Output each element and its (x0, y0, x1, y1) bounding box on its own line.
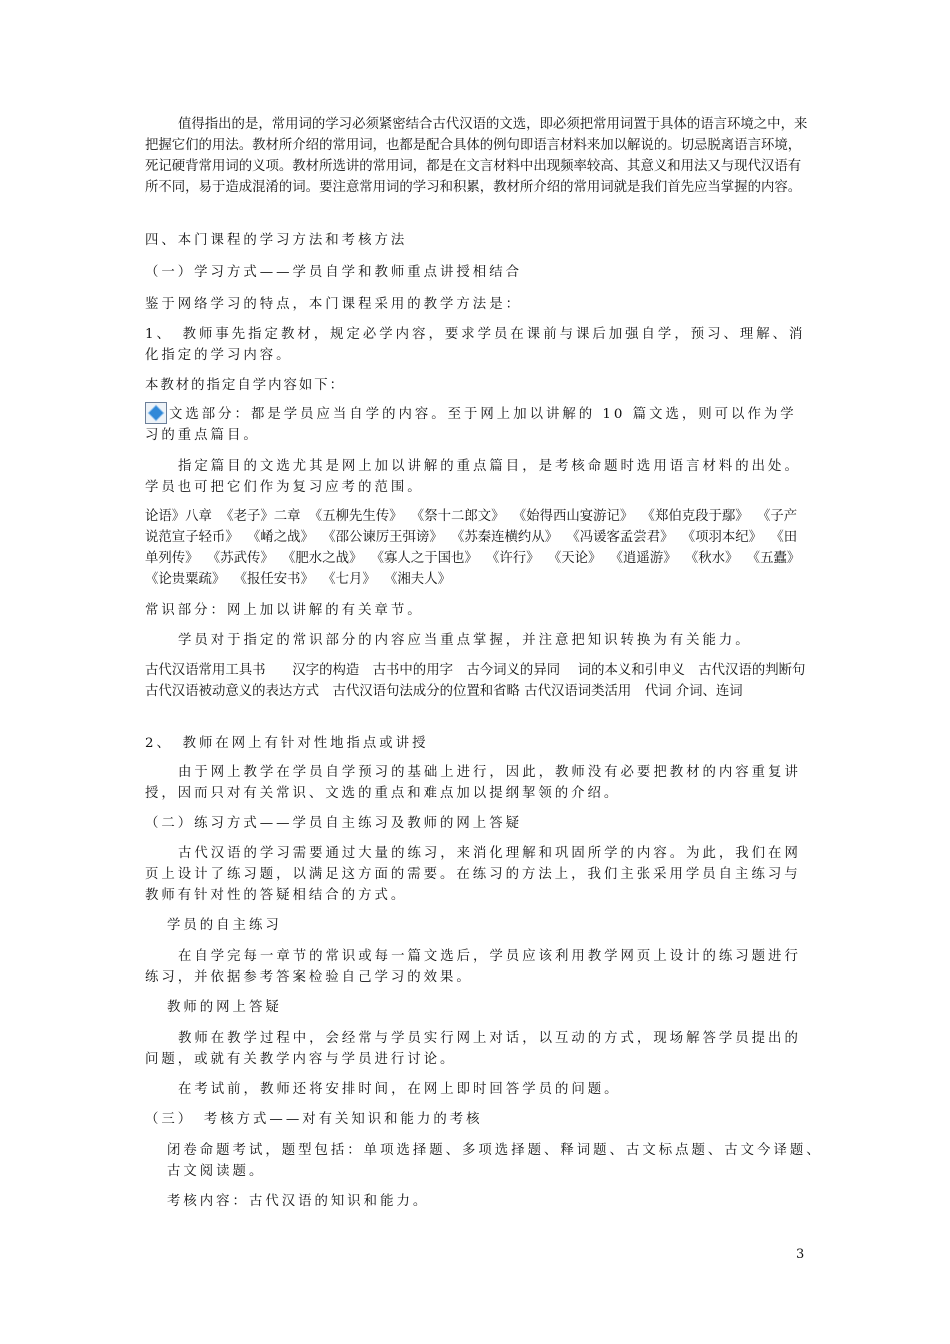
subsection-heading-1: （一）学习方式——学员自学和教师重点讲授相结合 (145, 265, 522, 280)
paragraph-item-2: 2、 教师在网上有针对性地指点或讲授 (145, 736, 429, 751)
paragraph-exercises: 古代汉语的学习需要通过大量的练习，来消化理解和巩固所学的内容。为此，我们在网页上设计了练习题，以满足这方面的需要。在练习的方法上，我们主张采用学员自主练习与教师有针对性的答疑相结合的方式。 (145, 846, 801, 903)
list-text-titles: 论语》八章 《老子》二章 《五柳先生传》 《祭十二郎文》 《始得西山宴游记》 《郑伯克段于鄢》 《子产说范宣子轻币》 《崤之战》 《邵公谏厉王弭谤》 《苏秦连横约从》 《冯谖客孟尝君》 《项羽本纪》 《田单列传》 《苏武传》 《肥水之战》 《寡人之于国也》 《许行》 《天论》 《逍遥游》 《秋水》 《五蠹》 《论贵粟疏》 《报任安书》 《七月》 《湘夫人》 (145, 509, 801, 587)
paragraph-self-practice: 在自学完每一章节的常识或每一篇文选后，学员应该利用教学网页上设计的练习题进行练习，并依据参考答案检验自己学习的效果。 (145, 949, 801, 985)
paragraph-exam-content: 考核内容：古代汉语的知识和能力。 (167, 1194, 430, 1209)
subsection-heading-3: （三） 考核方式——对有关知识和能力的考核 (145, 1112, 483, 1127)
paragraph-online-teaching: 由于网上教学在学员自学预习的基础上进行，因此，教师没有必要把教材的内容重复讲授，因而只对有关常识、文选的重点和难点加以提纲挈领的介绍。 (145, 765, 801, 801)
paragraph-online-qa: 教师在教学过程中，会经常与学员实行网上对话，以互动的方式，现场解答学员提出的问题，或就有关教学内容与学员进行讨论。 (145, 1031, 801, 1067)
subsection-heading-2: （二）练习方式——学员自主练习及教师的网上答疑 (145, 816, 522, 831)
paragraph-designated-titles: 指定篇目的文选尤其是网上加以讲解的重点篇目，是考核命题时选用语言材料的出处。学员也可把它们作为复习应考的范围。 (145, 459, 801, 495)
paragraph-teaching-method: 鉴于网络学习的特点，本门课程采用的教学方法是： (145, 297, 522, 312)
diamond-bullet-icon (145, 402, 167, 424)
section-heading-4: 四、本门课程的学习方法和考核方法 (145, 233, 408, 248)
paragraph-common-words: 值得指出的是，常用词的学习必须紧密结合古代汉语的文选，即必须把常用词置于具体的语言环境之中，来把握它们的用法。教材所介绍的常用词，也都是配合具体的例句即语言材料来加以解说的。切忌脱离语言环境，死记硬背常用词的义项。教材所选讲的常用词，都是在文言材料中出现频率较高、其意义和用法又与现代汉语有所不同，易于造成混淆的词。要注意常用词的学习和积累，教材所介绍的常用词就是我们首先应当掌握的内容。 (145, 117, 808, 195)
paragraph-common-knowledge: 常识部分：网上加以讲解的有关章节。 (145, 603, 424, 618)
paragraph-self-practice-heading: 学员的自主练习 (167, 918, 282, 933)
paragraph-common-knowledge-focus: 学员对于指定的常识部分的内容应当重点掌握，并注意把知识转换为有关能力。 (178, 633, 752, 648)
paragraph-selected-texts (145, 402, 809, 446)
paragraph-designated-content: 本教材的指定自学内容如下： (145, 378, 346, 393)
paragraph-online-qa-heading: 教师的网上答疑 (167, 1000, 282, 1015)
list-common-knowledge-topics: 古代汉语常用工具书 汉字的构造 古书中的用字 古今词义的异同 词的本义和引申义 古代汉语的判断句 古代汉语被动意义的表达方式 古代汉语句法成分的位置和省略 古代汉语词类活用 代词 介词、连词 (145, 663, 819, 699)
paragraph-before-exam: 在考试前，教师还将安排时间，在网上即时回答学员的问题。 (178, 1082, 621, 1097)
selected-texts-text: 文选部分：都是学员应当自学的内容。至于网上加以讲解的 10 篇文选，则可以作为学习的重点篇目。 (145, 407, 797, 443)
paragraph-exam-format: 闭卷命题考试，题型包括：单项选择题、多项选择题、释词题、古文标点题、古文今译题、古文阅读题。 (167, 1143, 823, 1179)
page-number: 3 (796, 1247, 805, 1262)
paragraph-item-1: 1、 教师事先指定教材，规定必学内容，要求学员在课前与课后加强自学，预习、理解、消化指定的学习内容。 (145, 327, 806, 363)
